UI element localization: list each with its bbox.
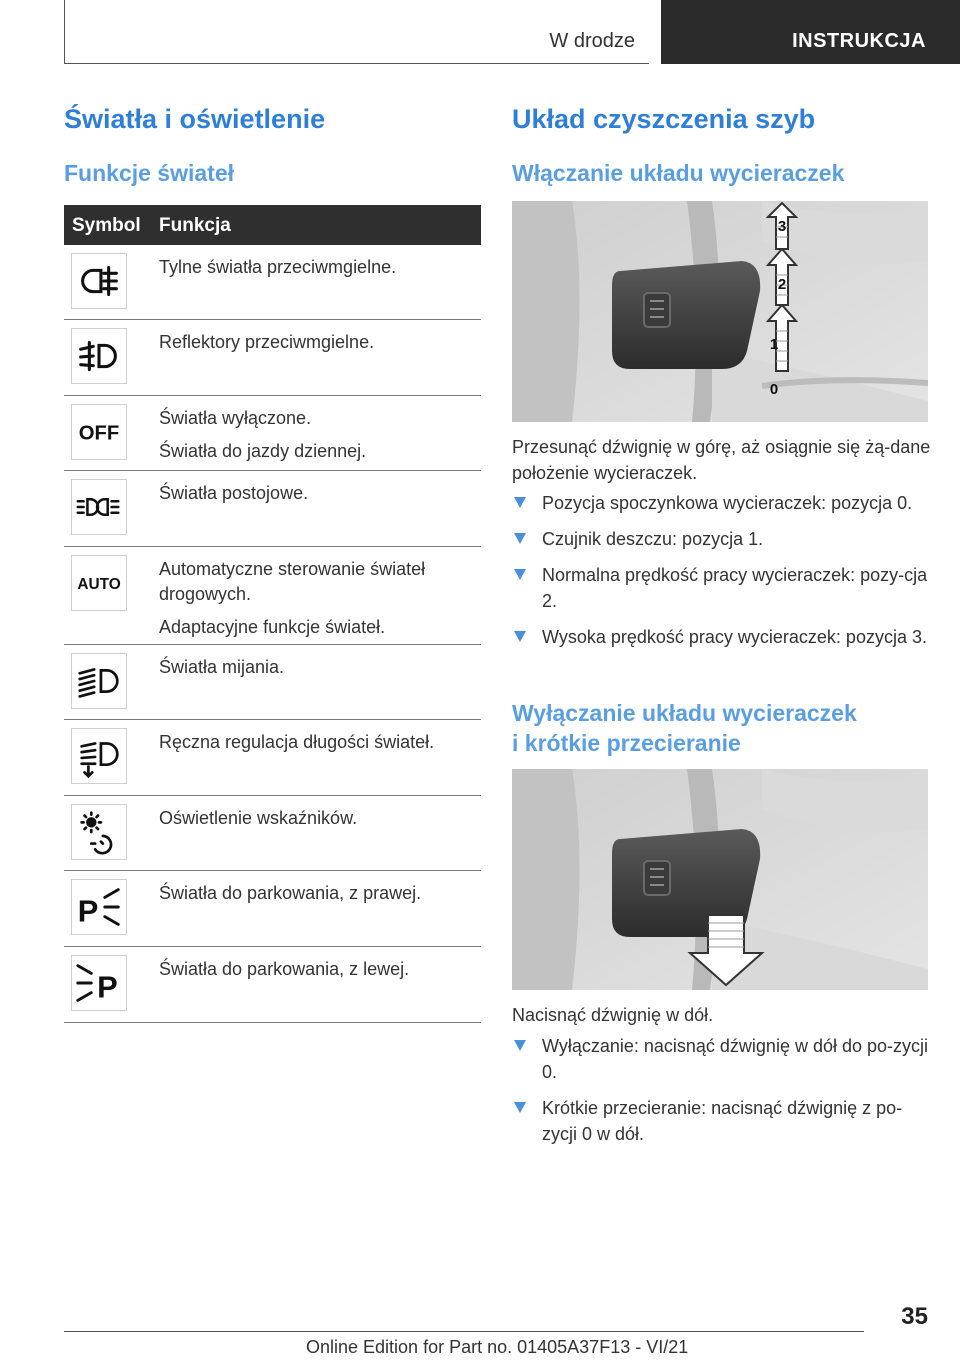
function-text: Światła mijania. — [159, 657, 285, 677]
list-item: Wysoka prędkość pracy wycieraczek: pozycja 3. — [512, 624, 932, 650]
header-section-label: W drodze — [549, 30, 635, 52]
section2-heading-line2: i krótkie przecieranie — [512, 730, 741, 756]
table-row — [64, 547, 481, 645]
table-row — [64, 947, 481, 1023]
list-item: Czujnik deszczu: pozycja 1. — [512, 526, 932, 552]
triangle-bullet-icon — [514, 1040, 526, 1051]
function-text: Automatyczne sterowanie świateł drogowych. — [159, 559, 426, 604]
wiper-lever-up-image — [512, 201, 928, 422]
footer-edition: Online Edition for Part no. 01405A37F13 - VI/21 — [306, 1337, 689, 1357]
parking-lights-icon — [71, 479, 127, 535]
position-label: 2 — [777, 276, 787, 293]
function-text: Światła postojowe. — [159, 483, 309, 503]
list-item: Pozycja spoczynkowa wycieraczek: pozycja 0. — [512, 490, 932, 516]
table-row — [64, 320, 481, 396]
function-text: Światła do jazdy dziennej. — [159, 441, 367, 461]
left-subtitle: Funkcje świateł — [64, 160, 235, 186]
table-header-symbol: Symbol — [72, 215, 141, 236]
right-title: Układ czyszczenia szyb — [512, 104, 816, 134]
table-row — [64, 871, 481, 947]
triangle-bullet-icon — [514, 569, 526, 580]
table-header — [64, 205, 481, 245]
table-row — [64, 245, 481, 320]
auto-icon — [71, 555, 127, 611]
svg-text:OFF: OFF — [78, 422, 120, 445]
table-row — [64, 396, 481, 471]
triangle-bullet-icon — [514, 533, 526, 544]
function-text: Tylne światła przeciwmgielne. — [159, 257, 397, 277]
off-icon — [71, 404, 127, 460]
rear-fog-light-icon — [71, 253, 127, 309]
triangle-bullet-icon — [514, 1102, 526, 1113]
section1-bullets — [512, 490, 932, 660]
function-text: Reflektory przeciwmgielne. — [159, 332, 375, 352]
position-label: 0 — [769, 381, 779, 398]
function-text: Światła do parkowania, z prawej. — [159, 883, 422, 903]
svg-text:P: P — [77, 893, 99, 929]
instrument-lighting-icon — [71, 804, 127, 860]
table-row — [64, 796, 481, 871]
left-title: Światła i oświetlenie — [64, 104, 326, 134]
table-row — [64, 471, 481, 547]
function-text: Oświetlenie wskaźników. — [159, 808, 358, 828]
list-item: Krótkie przecieranie: nacisnąć dźwignię z po-zycji 0 w dół. — [512, 1095, 932, 1147]
position-label: 3 — [777, 218, 787, 235]
header-tab: INSTRUKCJA — [661, 0, 960, 64]
light-functions-table — [64, 205, 481, 1023]
section1-intro: Przesunąć dźwignię w górę, aż osiągnie się żą-dane położenie wycieraczek. — [512, 437, 931, 483]
low-beam-icon — [71, 653, 127, 709]
triangle-bullet-icon — [514, 631, 526, 642]
front-fog-light-icon — [71, 328, 127, 384]
function-text: Światła do parkowania, z lewej. — [159, 959, 410, 979]
parking-right-icon — [71, 879, 127, 935]
wiper-lever-down-image — [512, 769, 928, 990]
footer-rule — [64, 1331, 864, 1332]
section2-bullets — [512, 1033, 932, 1157]
parking-left-icon — [71, 955, 127, 1011]
section1-heading: Włączanie układu wycieraczek — [512, 160, 845, 186]
function-text: Światła wyłączone. — [159, 408, 312, 428]
function-text: Adaptacyjne funkcje świateł. — [159, 617, 386, 637]
svg-text:P: P — [97, 969, 118, 1005]
table-row — [64, 720, 481, 796]
list-item: Normalna prędkość pracy wycieraczek: pozy-cja 2. — [512, 562, 932, 614]
svg-text:AUTO: AUTO — [77, 575, 121, 593]
function-text: Ręczna regulacja długości świateł. — [159, 732, 435, 752]
table-header-function: Funkcja — [159, 215, 231, 236]
section2-heading-line1: Wyłączanie układu wycieraczek — [512, 700, 857, 726]
triangle-bullet-icon — [514, 497, 526, 508]
position-label: 1 — [769, 336, 779, 353]
section2-heading — [512, 698, 857, 758]
table-row — [64, 645, 481, 720]
headlight-range-icon — [71, 728, 127, 784]
list-item: Wyłączanie: nacisnąć dźwignię w dół do po-zycji 0. — [512, 1033, 932, 1085]
section2-intro: Nacisnąć dźwignię w dół. — [512, 1005, 714, 1025]
page-number: 35 — [901, 1303, 928, 1330]
